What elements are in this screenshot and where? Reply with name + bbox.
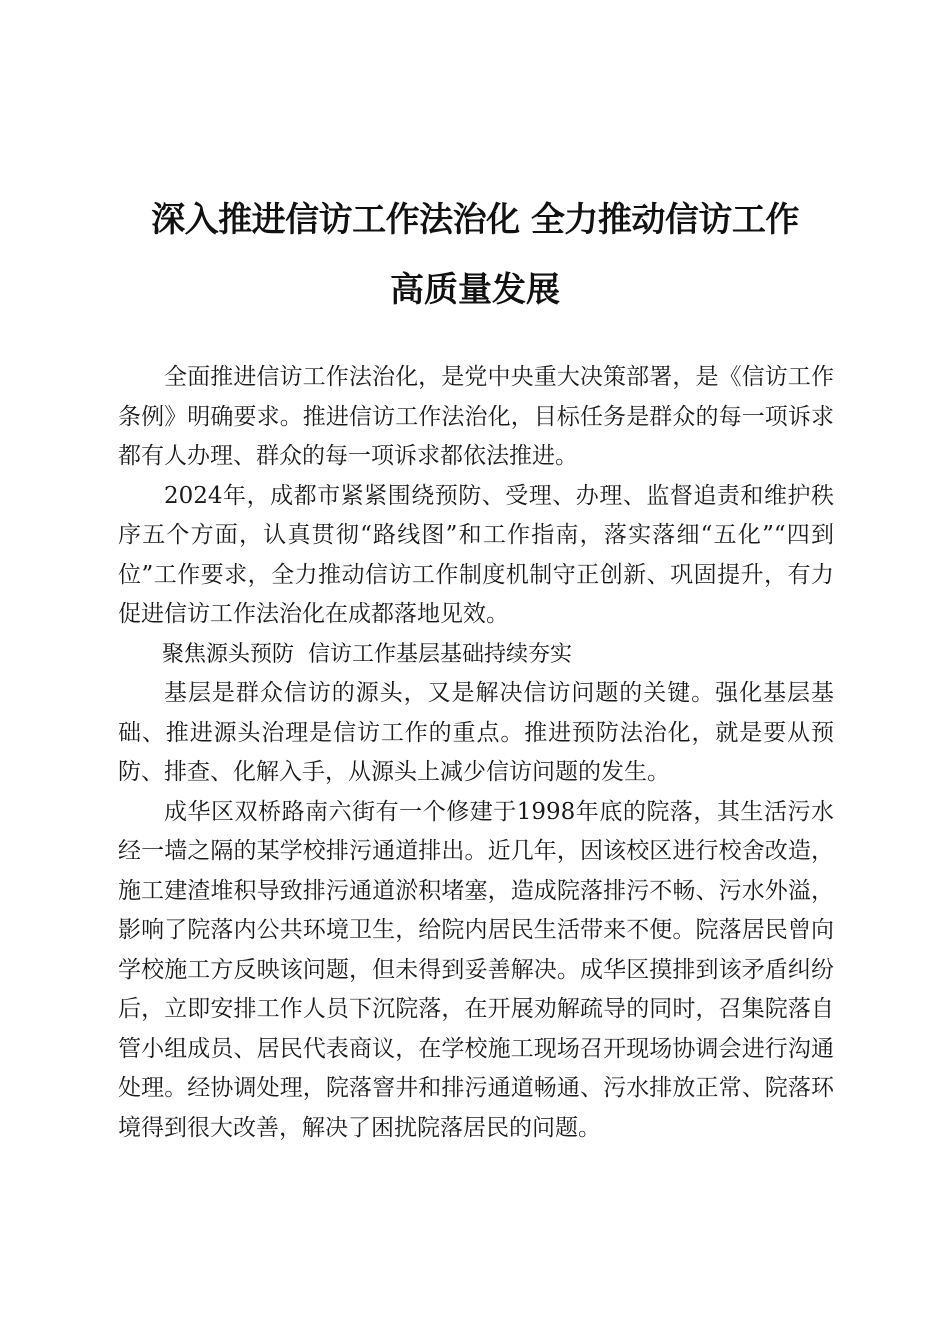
document-title-line-2: 高质量发展 — [390, 270, 560, 310]
document-body — [118, 358, 834, 1148]
body-paragraph: 基层是群众信访的源头，又是解决信访问题的关键。强化基层基础、推进源头治理是信访工作的重点。推进预防法治化，就是要从预防、排查、化解入手，从源头上减少信访问题的发生。 — [118, 680, 834, 785]
document-title-line-1: 深入推进信访工作法治化 全力推动信访工作 — [151, 200, 799, 240]
section-heading: 聚焦源头预防 信访工作基层基础持续夯实 — [162, 641, 572, 667]
body-paragraph: 2024年，成都市紧紧围绕预防、受理、办理、监督追责和维护秩序五个方面，认真贯彻“路线图”和工作指南，落实落细“五化”“四到位”工作要求，全力推动信访工作制度机制守正创新、巩固提升，有力促进信访工作法治化在成都落地见效。 — [118, 482, 834, 627]
body-paragraph: 成华区双桥路南六街有一个修建于1998年底的院落，其生活污水经一墙之隔的某学校排污通道排出。近几年，因该校区进行校舍改造，施工建渣堆积导致排污通道淤积堵塞，造成院落排污不畅、污水外溢，影响了院落内公共环境卫生，给院内居民生活带来不便。院落居民曾向学校施工方反映该问题，但未得到妥善解决。成华区摸排到该矛盾纠纷后，立即安排工作人员下沉院落，在开展劝解疏导的同时，召集院落自管小组成员、居民代表商议，在学校施工现场召开现场协调会进行沟通处理。经协调处理，院落窨井和排污通道畅通、污水排放正常、院落环境得到很大改善，解决了困扰院落居民的问题。 — [118, 798, 834, 1141]
body-paragraph: 全面推进信访工作法治化，是党中央重大决策部署，是《信访工作条例》明确要求。推进信访工作法治化，目标任务是群众的每一项诉求都有人办理、群众的每一项诉求都依法推进。 — [118, 364, 834, 469]
